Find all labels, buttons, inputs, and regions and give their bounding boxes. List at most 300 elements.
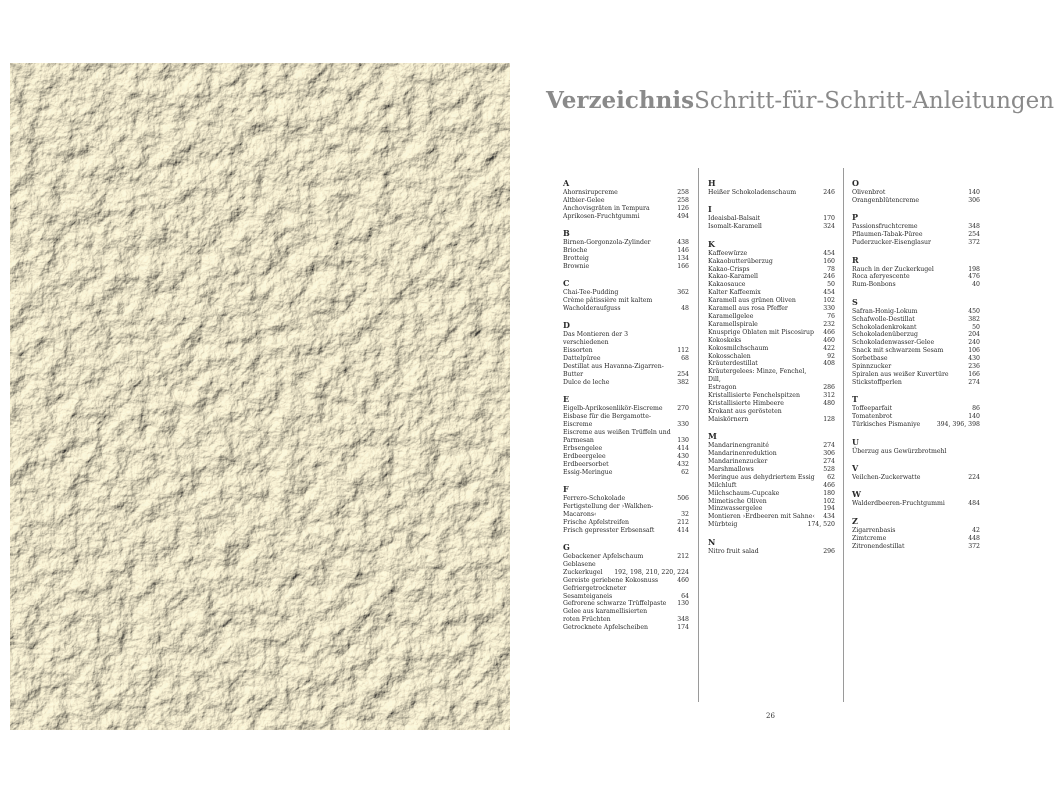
entry-page: 246	[823, 273, 835, 281]
entry-page: 212	[677, 518, 689, 526]
entry-page: 130	[677, 436, 689, 444]
entry-page: 274	[968, 378, 980, 386]
entry-page: 484	[968, 500, 980, 508]
entry-page: 394, 396, 398	[936, 421, 980, 429]
index-entry	[563, 247, 689, 255]
entry-page: 40	[972, 281, 980, 289]
entry-page: 448	[968, 534, 980, 542]
entry-title: Passionsfruchtcreme	[852, 223, 918, 231]
index-section	[563, 484, 689, 535]
entry-title: Mimetische Oliven	[708, 497, 767, 505]
entry-title: Heißer Schokoladenschaum	[708, 189, 797, 196]
entry-page: 286	[823, 384, 835, 392]
index-entry	[708, 313, 835, 321]
entry-title: Zitronendestillat	[852, 542, 905, 550]
index-entry	[563, 553, 689, 561]
entry-page: 128	[823, 415, 835, 423]
entry-title: Türkisches Pismaniye	[852, 421, 921, 429]
index-entry	[852, 281, 980, 289]
entry-page: 194	[823, 505, 835, 513]
entry-page: 460	[677, 576, 689, 584]
index-entry	[563, 355, 689, 363]
entry-title: Krokant aus gerösteten Maiskörnern	[708, 407, 782, 423]
entry-title: Schokoladenwasser-Gelee	[852, 339, 935, 347]
entry-page: 204	[968, 331, 980, 339]
entry-title: Brownie	[563, 262, 590, 270]
entry-page: 372	[968, 239, 980, 247]
entry-page: 86	[972, 405, 980, 413]
index-entry	[563, 239, 689, 247]
entry-title: Marshmallows	[708, 465, 754, 473]
entry-title: Brioche	[563, 247, 588, 255]
index-entry	[708, 360, 835, 368]
entry-page: 76	[827, 312, 835, 320]
section-letter: I	[708, 204, 712, 215]
entry-title: Frische Apfelstreifen	[563, 518, 630, 526]
index-entry	[563, 624, 689, 632]
entry-title: Eiscreme aus weißen Trüffeln und Parmesan	[563, 429, 671, 444]
entry-title: Karamell aus grünen Oliven	[708, 297, 796, 305]
index-column-2	[708, 178, 835, 563]
entry-page: 450	[968, 307, 980, 315]
entry-page: 146	[677, 247, 689, 255]
index-entry	[708, 189, 835, 197]
entry-page: 198	[968, 265, 980, 273]
entry-title: Montieren ›Erdbeeren mit Sahne‹	[708, 513, 815, 521]
section-letter: P	[852, 212, 859, 223]
index-section	[563, 542, 689, 632]
section-letter: R	[852, 254, 859, 265]
entry-title: Gelee aus karamellisierten roten Früchten	[563, 608, 648, 624]
index-entry	[708, 273, 835, 281]
index-entry	[708, 345, 835, 353]
index-entry	[563, 469, 689, 477]
page-number: 26	[766, 712, 775, 720]
entry-title: Gereiste geriebene Kokosnuss	[563, 576, 659, 584]
index-section	[708, 204, 835, 231]
index-entry	[563, 600, 689, 608]
entry-title: Gebackener Apfelschaum	[563, 553, 644, 560]
entry-title: Dattelpüree	[563, 355, 601, 363]
entry-title: Erbsengelee	[563, 444, 603, 452]
index-entry	[852, 500, 980, 508]
entry-title: Getrocknete Apfelscheiben	[563, 624, 648, 632]
title-light: Schritt-für-Schritt-Anleitungen	[694, 88, 1054, 114]
entry-title: Crème pâtissière mit kaltem Wacholderaufguss	[563, 297, 653, 313]
entry-page: 166	[968, 371, 980, 378]
entry-page: 454	[823, 289, 835, 297]
index-entry	[708, 215, 835, 223]
index-entry	[563, 297, 689, 313]
entry-page: 170	[823, 215, 835, 223]
index-entry	[708, 368, 835, 392]
index-entry	[563, 263, 689, 271]
entry-page: 174	[677, 624, 689, 632]
index-entry	[852, 347, 980, 355]
entry-page: 480	[823, 399, 835, 407]
index-entry	[563, 453, 689, 461]
index-column-1	[563, 178, 689, 640]
index-section	[708, 178, 835, 197]
index-entry	[708, 513, 835, 521]
entry-title: Destillat aus Havanna-Zigarren-Butter	[563, 363, 664, 378]
entry-title: Orangenblütencreme	[852, 196, 919, 204]
entry-page: 330	[677, 421, 689, 429]
entry-page: 68	[681, 355, 689, 363]
entry-page: 382	[968, 315, 980, 323]
entry-title: Veilchen-Zuckerwatte	[852, 473, 921, 481]
entry-page: 246	[823, 189, 835, 196]
entry-title: Nitro fruit salad	[708, 547, 759, 555]
entry-title: Karamellspirale	[708, 320, 758, 328]
index-entry	[852, 413, 980, 421]
entry-page: 306	[823, 450, 835, 458]
index-section	[563, 178, 689, 221]
entry-title: Gefrorene schwarze Trüffelpaste	[563, 600, 667, 608]
section-letter: C	[563, 278, 570, 289]
entry-title: Eisbase für die Bergamotte-Eiscreme	[563, 413, 652, 429]
section-letter: V	[852, 462, 859, 473]
index-section	[852, 297, 980, 387]
entry-title: Rauch in der Zuckerkugel	[852, 265, 934, 273]
index-entry	[708, 250, 835, 258]
entry-title: Kakao-Karamell	[708, 273, 759, 281]
entry-title: Olivenbrot	[852, 189, 886, 196]
entry-title: Isomalt-Karamell	[708, 223, 762, 231]
entry-title: Spinnzucker	[852, 363, 892, 371]
entry-title: Mandarinengranité	[708, 442, 769, 450]
index-entry	[708, 408, 835, 424]
index-entry	[852, 189, 980, 197]
index-entry	[563, 429, 689, 445]
index-entry	[852, 331, 980, 339]
section-letter: E	[563, 394, 570, 405]
index-entry	[563, 197, 689, 205]
index-section	[852, 394, 980, 429]
entry-title: Fertigstellung der ›Walkhen-Macarons‹	[563, 502, 654, 518]
section-letter: B	[563, 228, 570, 239]
entry-page: 438	[677, 239, 689, 247]
index-entry	[852, 324, 980, 332]
entry-page: 348	[968, 223, 980, 231]
index-entry	[708, 266, 835, 274]
entry-page: 476	[968, 273, 980, 281]
section-letter: D	[563, 320, 570, 331]
entry-page: 180	[823, 489, 835, 497]
index-entry	[708, 490, 835, 498]
entry-title: Kaffeewürze	[708, 249, 748, 257]
entry-page: 78	[827, 265, 835, 273]
index-entry	[563, 585, 689, 601]
index-entry	[563, 577, 689, 585]
entry-page: 236	[968, 363, 980, 371]
entry-title: Kräuterdestillat	[708, 360, 758, 368]
index-entry	[708, 498, 835, 506]
entry-title: Kristallisierte Fenchelspitzen	[708, 392, 800, 400]
index-section	[708, 431, 835, 529]
entry-page: 312	[823, 392, 835, 400]
index-entry	[708, 258, 835, 266]
entry-title: Kalter Kaffeemix	[708, 289, 761, 297]
entry-page: 270	[677, 405, 689, 413]
index-entry	[563, 379, 689, 387]
section-letter: M	[708, 431, 717, 442]
entry-title: Kakao-Crisps	[708, 265, 750, 273]
section-letter: H	[708, 178, 716, 188]
entry-title: Roca aferyescente	[852, 273, 910, 281]
entry-page: 382	[677, 378, 689, 386]
index-entry	[563, 213, 689, 221]
index-entry	[563, 413, 689, 429]
entry-title: Gefriergetrockneter Sesamteiganeis	[563, 584, 627, 600]
index-entry	[852, 266, 980, 274]
entry-title: Karamellgelee	[708, 312, 754, 320]
entry-page: 528	[823, 465, 835, 473]
entry-page: 64	[681, 592, 689, 600]
index-entry	[563, 519, 689, 527]
entry-page: 50	[972, 323, 980, 331]
index-entry	[708, 450, 835, 458]
entry-page: 192, 198, 210, 220, 224	[614, 568, 689, 576]
section-letter: N	[708, 536, 716, 547]
index-entry	[852, 543, 980, 551]
column-divider-2	[843, 168, 844, 702]
entry-page: 414	[677, 444, 689, 452]
entry-page: 50	[827, 281, 835, 289]
index-section	[852, 463, 980, 482]
flour-photo-graphic	[10, 63, 510, 730]
entry-title: Brotteig	[563, 254, 589, 262]
column-divider-1	[698, 168, 699, 702]
entry-page: 140	[968, 413, 980, 421]
entry-page: 232	[823, 320, 835, 328]
entry-title: Frisch gepresster Erbsensaft	[563, 526, 655, 534]
entry-page: 372	[968, 542, 980, 550]
index-entry	[708, 289, 835, 297]
index-entry	[563, 363, 689, 379]
entry-page: 102	[823, 497, 835, 505]
entry-page: 430	[968, 355, 980, 363]
index-entry	[852, 474, 980, 482]
entry-title: Kräutergelees: Minze, Fenchel, Dill, Estragon	[708, 368, 807, 392]
entry-page: 160	[823, 257, 835, 265]
index-entry	[708, 474, 835, 482]
index-entry	[563, 205, 689, 213]
entry-page: 126	[677, 204, 689, 212]
index-entry	[708, 337, 835, 345]
index-section	[852, 255, 980, 290]
index-entry	[708, 458, 835, 466]
index-entry	[852, 363, 980, 371]
entry-page: 466	[823, 328, 835, 336]
entry-page: 258	[677, 189, 689, 196]
entry-page: 274	[823, 457, 835, 465]
section-letter: K	[708, 238, 715, 249]
entry-title: Mandarinenreduktion	[708, 450, 777, 458]
index-entry	[563, 527, 689, 535]
entry-title: Milchschaum-Cupcake	[708, 489, 780, 497]
entry-title: Zimtcreme	[852, 534, 887, 542]
index-entry	[852, 355, 980, 363]
entry-title: Dulce de leche	[563, 378, 610, 386]
index-entry	[852, 339, 980, 347]
entry-page: 258	[677, 196, 689, 204]
entry-page: 134	[677, 254, 689, 262]
section-letter: Z	[852, 515, 858, 526]
entry-title: Ferrero-Schokolade	[563, 494, 626, 502]
entry-page: 306	[968, 196, 980, 204]
entry-title: Das Montieren der 3 verschiedenen Eissorten	[563, 331, 629, 355]
section-letter: G	[563, 542, 570, 552]
entry-page: 460	[823, 336, 835, 344]
entry-page: 348	[677, 616, 689, 624]
entry-title: Mürbteig	[708, 521, 738, 529]
entry-title: Kokosschalen	[708, 352, 751, 360]
index-entry	[708, 505, 835, 513]
entry-title: Kakaosauce	[708, 281, 746, 289]
entry-title: Chai-Tee-Pudding	[563, 289, 619, 297]
index-section	[708, 239, 835, 424]
entry-page: 362	[677, 289, 689, 297]
entry-title: Erdbeergelee	[563, 452, 606, 460]
index-entry	[708, 400, 835, 408]
entry-title: Walderdbeeren-Fruchtgummi	[852, 500, 945, 508]
index-entry	[563, 189, 689, 197]
entry-page: 224	[968, 473, 980, 481]
entry-title: Milchluft	[708, 481, 737, 489]
index-entry	[708, 548, 835, 556]
entry-title: Spiralen aus weißer Kuvertüre	[852, 371, 949, 378]
entry-title: Anchovisgräten in Tempura	[563, 204, 650, 212]
index-entry	[708, 521, 835, 529]
entry-title: Rum-Bonbons	[852, 281, 896, 289]
index-entry	[852, 223, 980, 231]
entry-title: Aprikosen-Fruchtgummi	[563, 212, 640, 220]
entry-title: Kakaobutterüberzug	[708, 257, 773, 265]
entry-page: 466	[823, 481, 835, 489]
page-title	[546, 85, 1054, 117]
entry-title: Geblasene Zuckerkugel	[563, 560, 603, 576]
entry-title: Stickstoffperlen	[852, 378, 902, 386]
index-entry	[708, 223, 835, 231]
index-entry	[852, 448, 980, 456]
entry-title: Mandarinenzucker	[708, 457, 768, 465]
index-entry	[708, 392, 835, 400]
entry-title: Eigelb-Aprikosenlikör-Eiscreme	[563, 405, 663, 413]
section-letter: F	[563, 483, 569, 494]
entry-page: 494	[677, 212, 689, 220]
section-letter: A	[563, 178, 570, 188]
entry-page: 324	[823, 223, 835, 231]
index-entry	[852, 379, 980, 387]
index-section	[852, 516, 980, 551]
index-entry	[852, 308, 980, 316]
entry-page: 240	[968, 339, 980, 347]
entry-title: Schokoladenkrokant	[852, 323, 917, 331]
entry-page: 432	[677, 460, 689, 468]
index-entry	[852, 527, 980, 535]
entry-page: 274	[823, 442, 835, 450]
entry-page: 48	[681, 305, 689, 313]
entry-title: Altbier-Gelee	[563, 196, 605, 204]
index-section	[563, 320, 689, 386]
entry-page: 254	[968, 231, 980, 239]
entry-title: Überzug aus Gewürzbrotmehl	[852, 447, 947, 455]
section-letter: U	[852, 436, 859, 447]
entry-title: Schafwolle-Destillat	[852, 315, 915, 323]
entry-title: Erdbeersorbet	[563, 460, 609, 468]
index-section	[852, 489, 980, 508]
entry-page: 330	[823, 305, 835, 313]
index-entry	[852, 273, 980, 281]
entry-title: Knusprige Oblaten mit Piscosirup	[708, 328, 814, 336]
entry-title: Puderzucker-Eisenglasur	[852, 239, 931, 247]
entry-title: Toffeeparfait	[852, 405, 893, 413]
section-letter: S	[852, 296, 858, 307]
index-section	[852, 212, 980, 247]
index-section	[563, 278, 689, 313]
index-entry	[563, 289, 689, 297]
index-entry	[852, 421, 980, 429]
entry-title: Essig-Meringue	[563, 468, 613, 476]
index-entry	[563, 561, 689, 577]
entry-page: 296	[823, 547, 835, 555]
section-letter: T	[852, 394, 858, 405]
index-section	[852, 437, 980, 456]
index-entry	[563, 503, 689, 519]
entry-title: Meringue aus dehydriertem Essig	[708, 473, 815, 481]
entry-page: 422	[823, 344, 835, 352]
index-entry	[708, 321, 835, 329]
entry-page: 140	[968, 189, 980, 196]
entry-page: 32	[681, 510, 689, 518]
entry-title: Kristallisierte Himbeere	[708, 399, 784, 407]
entry-page: 112	[677, 347, 689, 355]
index-entry	[852, 197, 980, 205]
entry-page: 62	[681, 468, 689, 476]
entry-page: 42	[972, 526, 980, 534]
entry-page: 430	[677, 452, 689, 460]
entry-page: 174, 520	[807, 521, 835, 529]
entry-title: Kokosmilchschaum	[708, 344, 769, 352]
index-entry	[852, 405, 980, 413]
index-entry	[708, 466, 835, 474]
index-entry	[563, 495, 689, 503]
entry-title: Pflaumen-Tabak-Püree	[852, 231, 923, 239]
index-section	[708, 537, 835, 556]
index-entry	[852, 535, 980, 543]
index-section	[563, 394, 689, 476]
index-entry	[852, 231, 980, 239]
entry-page: 254	[677, 371, 689, 378]
index-section	[852, 178, 980, 205]
entry-page: 102	[823, 297, 835, 305]
index-entry	[708, 281, 835, 289]
index-entry	[708, 305, 835, 313]
index-entry	[708, 442, 835, 450]
entry-title: Kokoskeks	[708, 336, 742, 344]
section-letter: W	[852, 489, 861, 500]
entry-page: 434	[823, 513, 835, 521]
entry-title: Birnen-Gorgonzola-Zylinder	[563, 239, 651, 247]
entry-page: 62	[827, 473, 835, 481]
entry-title: Ahornsirupcreme	[563, 189, 618, 196]
entry-page: 130	[677, 600, 689, 608]
entry-page: 408	[823, 360, 835, 368]
index-entry	[852, 316, 980, 324]
index-entry	[563, 331, 689, 355]
index-entry	[563, 608, 689, 624]
